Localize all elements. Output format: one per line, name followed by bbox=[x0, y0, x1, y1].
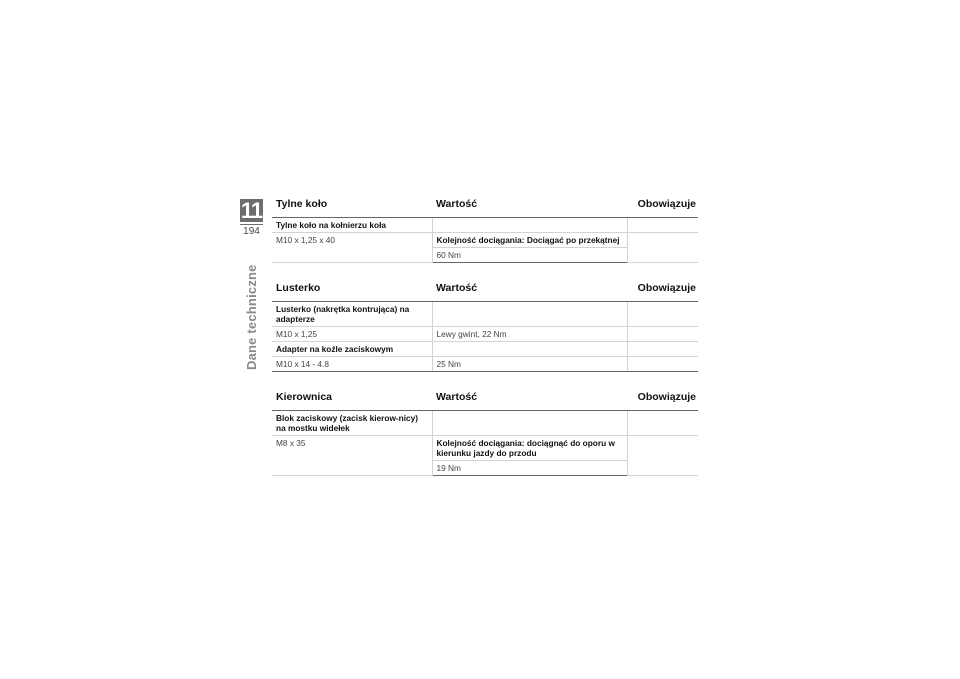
row-applies bbox=[627, 233, 698, 263]
row-value: 60 Nm bbox=[432, 248, 627, 263]
row-value bbox=[432, 218, 627, 233]
column-header-part: Kierownica bbox=[272, 386, 432, 411]
column-header-applies: Obowiązuje bbox=[627, 386, 698, 411]
row-value: Kolejność dociągania: Dociągać po przekątnej bbox=[432, 233, 627, 248]
row-value bbox=[432, 302, 627, 327]
row-applies bbox=[627, 327, 698, 342]
column-header-part: Lusterko bbox=[272, 277, 432, 302]
row-applies bbox=[627, 357, 698, 372]
column-header-value: Wartość bbox=[432, 386, 627, 411]
row-applies bbox=[627, 436, 698, 476]
column-header-applies: Obowiązuje bbox=[627, 193, 698, 218]
row-value: Lewy gwint, 22 Nm bbox=[432, 327, 627, 342]
row-applies bbox=[627, 302, 698, 327]
spec-tables bbox=[272, 193, 698, 476]
table-row bbox=[272, 302, 698, 327]
table-row bbox=[272, 342, 698, 357]
row-value bbox=[432, 342, 627, 357]
column-header-value: Wartość bbox=[432, 193, 627, 218]
row-part: Blok zaciskowy (zacisk kierow-nicy) na mostku widełek bbox=[272, 411, 432, 436]
row-part: M10 x 14 - 4.8 bbox=[272, 357, 432, 372]
row-part: Lusterko (nakrętka kontrująca) na adapterze bbox=[272, 302, 432, 327]
handlebar-table bbox=[272, 386, 698, 476]
column-header-value: Wartość bbox=[432, 277, 627, 302]
row-part: Adapter na koźle zaciskowym bbox=[272, 342, 432, 357]
page-number: 194 bbox=[243, 226, 260, 237]
row-value: 25 Nm bbox=[432, 357, 627, 372]
rear-wheel-table bbox=[272, 193, 698, 263]
row-value bbox=[432, 411, 627, 436]
table-header bbox=[272, 386, 698, 411]
row-part: M10 x 1,25 x 40 bbox=[272, 233, 432, 263]
table-row bbox=[272, 411, 698, 436]
table-header bbox=[272, 277, 698, 302]
table-row bbox=[272, 327, 698, 342]
table-row bbox=[272, 357, 698, 372]
row-applies bbox=[627, 342, 698, 357]
column-header-applies: Obowiązuje bbox=[627, 277, 698, 302]
row-applies bbox=[627, 411, 698, 436]
table-header bbox=[272, 193, 698, 218]
chapter-divider bbox=[240, 224, 263, 225]
row-part: Tylne koło na kołnierzu koła bbox=[272, 218, 432, 233]
row-applies bbox=[627, 218, 698, 233]
chapter-number: 11 bbox=[240, 198, 263, 223]
row-value: Kolejność dociągania: dociągnąć do oporu w kierunku jazdy do przodu bbox=[432, 436, 627, 461]
row-value: 19 Nm bbox=[432, 461, 627, 476]
mirror-table bbox=[272, 277, 698, 372]
table-row bbox=[272, 436, 698, 461]
column-header-part: Tylne koło bbox=[272, 193, 432, 218]
table-row bbox=[272, 218, 698, 233]
row-part: M10 x 1,25 bbox=[272, 327, 432, 342]
row-part: M8 x 35 bbox=[272, 436, 432, 476]
table-row bbox=[272, 233, 698, 248]
chapter-side-title: Dane techniczne bbox=[244, 264, 259, 370]
